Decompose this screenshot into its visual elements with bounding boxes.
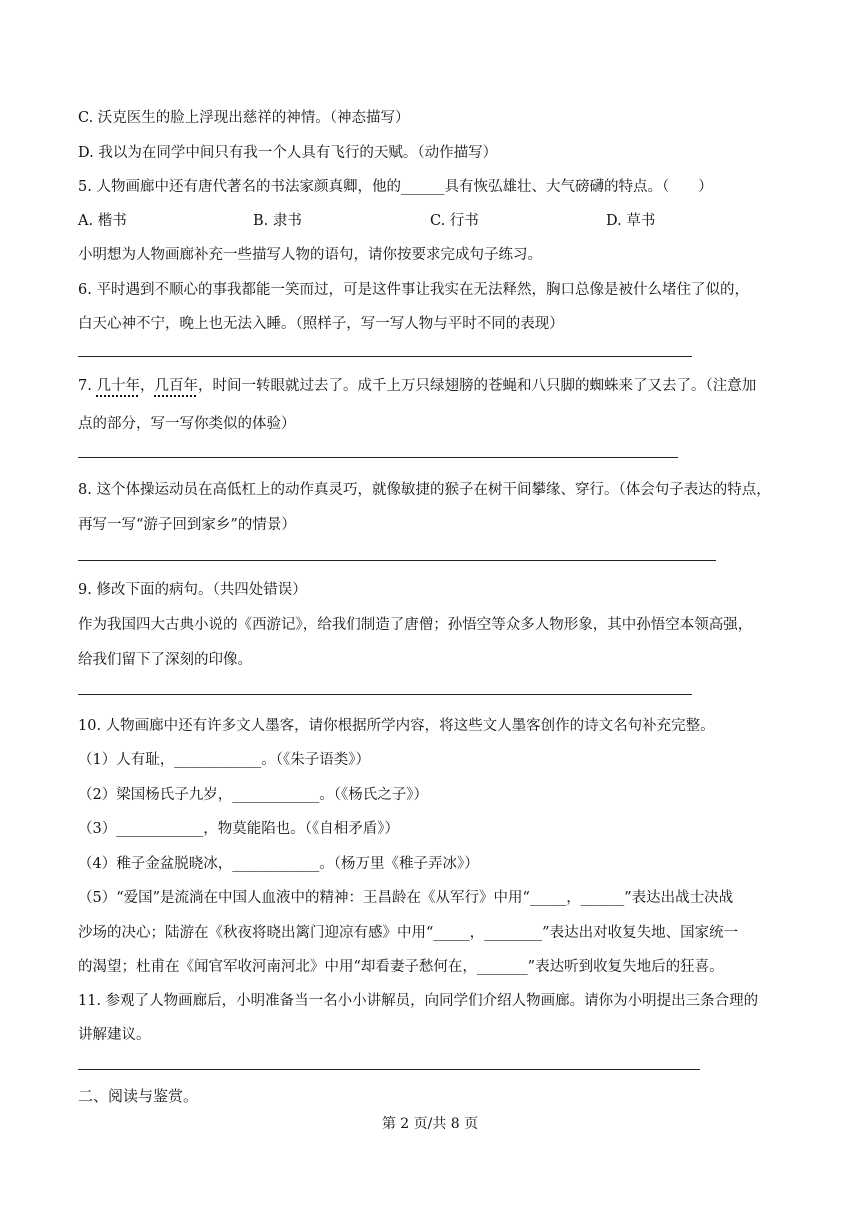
q7-dotted-2: 几百年 <box>154 378 198 394</box>
answer-line-9[interactable] <box>78 694 692 695</box>
answer-line-8[interactable] <box>78 560 716 561</box>
question-11-line-2: 讲解建议。 <box>78 1027 151 1043</box>
q7-mid: ，时间一转眼就过去了。 <box>197 378 358 394</box>
q5-option-b: B. 隶书 <box>253 213 302 229</box>
answer-line-6[interactable] <box>78 356 692 357</box>
question-10-1: （1）人有耻，____________。（《朱子语类》） <box>78 752 370 768</box>
question-9-sentence-2: 给我们留下了深刻的印像。 <box>78 652 252 668</box>
answer-line-11[interactable] <box>78 1069 700 1070</box>
question-8-line-2: 再写一写“游子回到家乡”的情景） <box>78 517 296 533</box>
question-9: 9. 修改下面的病句。（共四处错误） <box>78 582 307 598</box>
question-9-sentence-1: 作为我国四大古典小说的《西游记》，给我们制造了唐僧；孙悟空等众多人物形象，其中孙悟空本领高强， <box>78 617 753 633</box>
instruction-text: 小明想为人物画廊补充一些描写人物的语句，请你按要求完成句子练习。 <box>78 247 542 263</box>
question-10-2: （2）梁国杨氏子九岁，____________。（《杨氏之子》） <box>78 787 428 803</box>
q7-sep-1: ， <box>139 378 155 394</box>
q5-option-c: C. 行书 <box>430 213 479 229</box>
question-7-line-1 <box>78 374 756 395</box>
q5-option-d: D. 草书 <box>606 213 656 229</box>
q7-number: 7. <box>78 378 97 394</box>
q7-tail: 。（注意加 <box>690 378 757 394</box>
question-10-5-line-2: 沙场的决心；陆游在《秋夜将晓出篱门迎凉有感》中用“_____，________”表达出对收复失地、国家统一 <box>78 925 739 941</box>
answer-line-7[interactable] <box>78 457 678 458</box>
question-10-5-line-1: （5）“爱国”是流淌在中国人血液中的精神：王昌龄在《从军行》中用“_____，______”表达出战士决战 <box>78 890 734 906</box>
line-d-option: D. 我以为在同学中间只有我一个人具有飞行的天赋。（动作描写） <box>78 145 498 161</box>
question-5: 5. 人物画廊中还有唐代著名的书法家颜真卿，他的______具有恢弘雄壮、大气磅礴的特点。（ ） <box>78 179 713 195</box>
question-6-line-2: 白天心神不宁，晚上也无法入睡。（照样子，写一写人物与平时不同的表现） <box>78 316 564 332</box>
question-10-5-line-3: 的渴望；杜甫在《闻官军收河南河北》中用“却看妻子愁何在，_______”表达听到收复失地后的狂喜。 <box>78 959 724 975</box>
question-8-line-1: 8. 这个体操运动员在高低杠上的动作真灵巧，就像敏捷的猴子在树干间攀缘、穿行。（体会句子表达的特点， <box>78 482 771 498</box>
question-10: 10. 人物画廊中还有许多文人墨客，请你根据所学内容，将这些文人墨客创作的诗文名句补充完整。 <box>78 718 715 734</box>
page-footer: 第 2 页/共 8 页 <box>381 1116 479 1132</box>
q7-dotted-1: 几十年 <box>96 378 140 394</box>
line-c-option: C. 沃克医生的脸上浮现出慈祥的神情。（神态描写） <box>78 110 410 126</box>
question-10-3: （3）____________，物莫能陷也。（《自相矛盾》） <box>78 821 399 837</box>
question-6-line-1: 6. 平时遇到不顺心的事我都能一笑而过，可是这件事让我实在无法释然，胸口总像是被什么堵住了似的， <box>78 282 749 298</box>
question-10-4: （4）稚子金盆脱晓冰，____________。（杨万里《稚子弄冰》） <box>78 856 479 872</box>
section-heading: 二、阅读与鉴赏。 <box>78 1087 199 1105</box>
q5-option-a: A. 楷书 <box>78 213 127 229</box>
question-7-line-2: 点的部分，写一写你类似的体验） <box>78 416 296 432</box>
q7-dotted-3: 成千上万只绿翅膀的苍蝇和八只脚的蜘蛛来了又去了 <box>357 378 691 394</box>
question-11-line-1: 11. 参观了人物画廊后，小明准备当一名小小讲解员，向同学们介绍人物画廊。请你为小明提出三条合理的 <box>78 993 759 1009</box>
